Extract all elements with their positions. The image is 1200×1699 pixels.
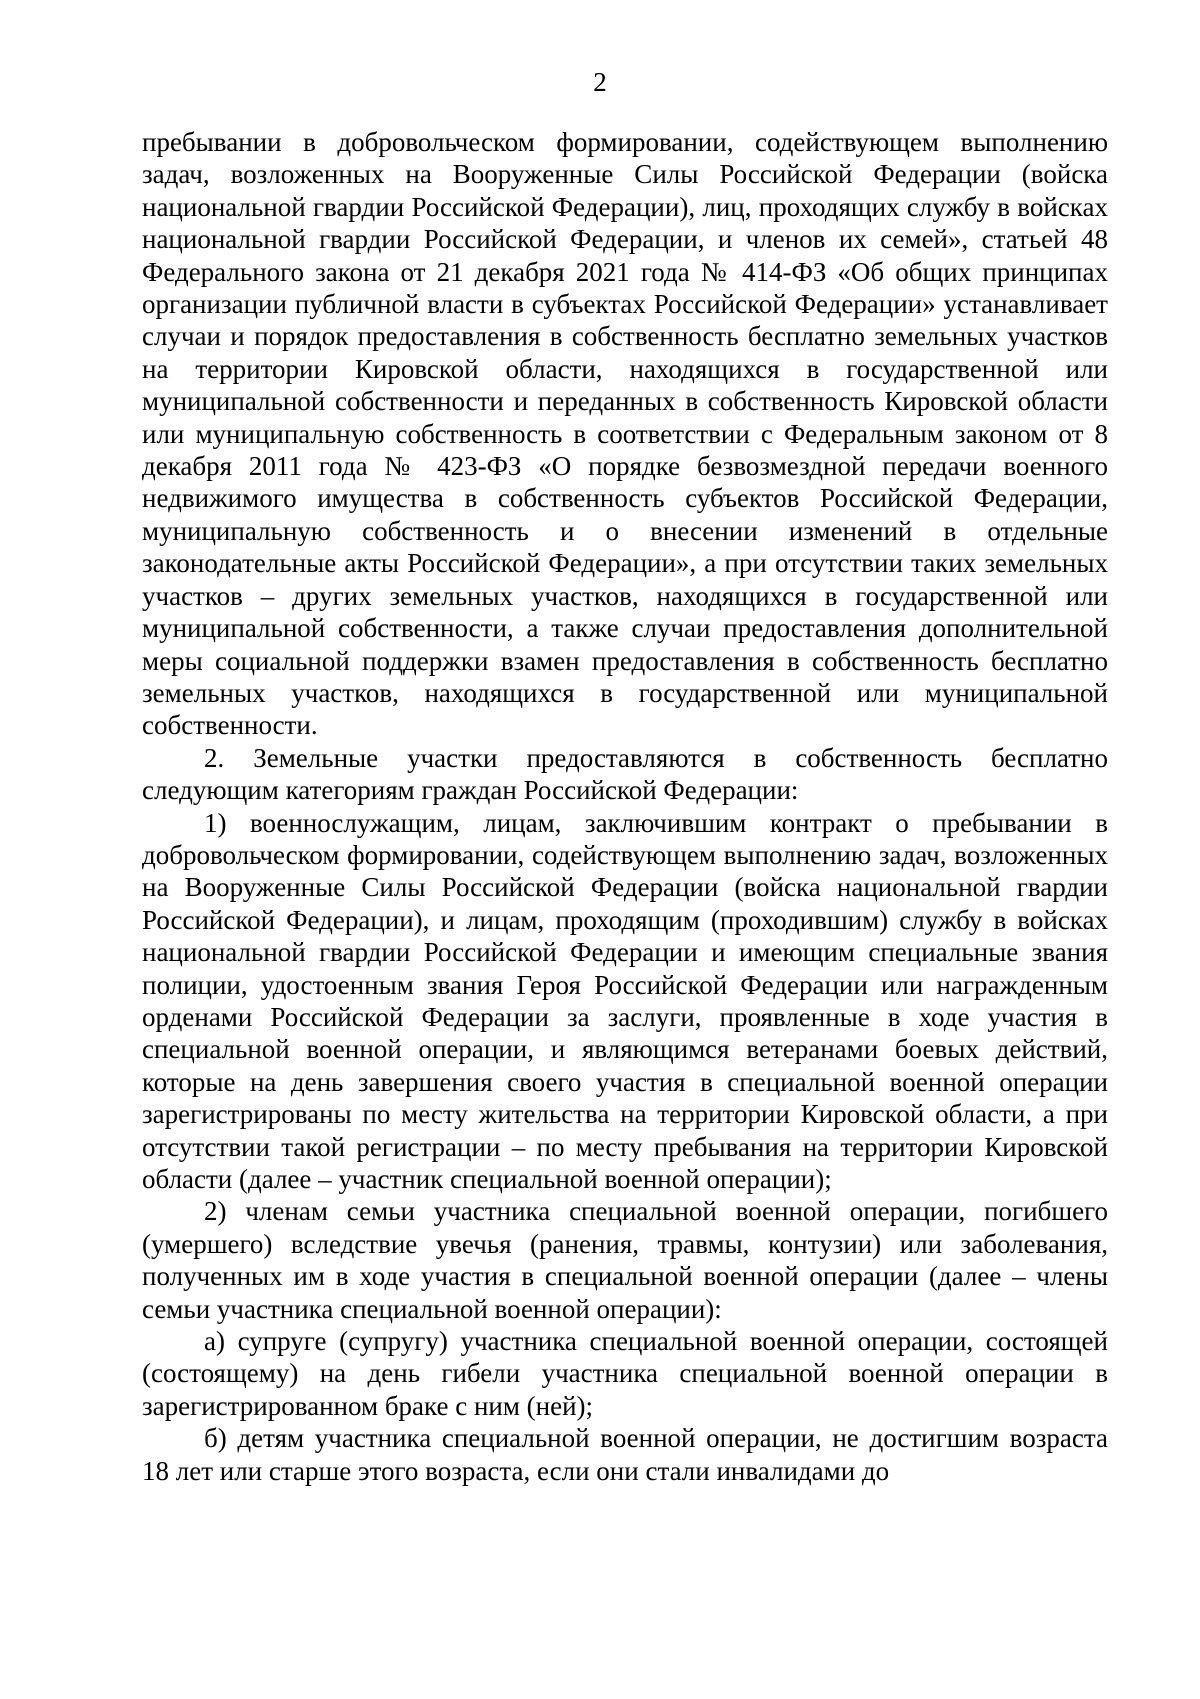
paragraph-continuation: пребывании в добровольческом формировании, содействующем выполнению задач, возложенных на Вооруженные Силы Российской Федерации (войска национальной гвардии Российской Федерации), лиц, проходящих службу в войсках национальной гвардии Российской Федерации, и членов их семей», статьей 48 Федерального закона от 21 декабря 2021 года № 414-ФЗ «Об общих принципах организации публичной власти в субъектах Российской Федерации» устанавливает случаи и порядок предоставления в собственность бесплатно земельных участков на территории Кировской области, находящихся в государственной или муниципальной собственности и переданных в собственность Кировской области или муниципальную собственность в соответствии с Федеральным законом от 8 декабря 2011 года № 423-ФЗ «О порядке безвозмездной передачи военного недвижимого имущества в собственность субъектов Российской Федерации, муниципальную собственность и о внесении изменений в отдельные законодательные акты Российской Федерации», а при отсутствии таких земельных участков – других земельных участков, находящихся в государственной или муниципальной собственности, а также случаи предоставления дополнительной меры социальной поддержки взамен предоставления в собственность бесплатно земельных участков, находящихся в государственной или муниципальной собственности. (142, 127, 1108, 741)
paragraph-clause-2: 2. Земельные участки предоставляются в собственность бесплатно следующим категориям граждан Российской Федерации: (142, 742, 1108, 806)
paragraph-item-1: 1) военнослужащим, лицам, заключившим контракт о пребывании в добровольческом формировании, содействующем выполнению задач, возложенных на Вооруженные Силы Российской Федерации (войска национальной гвардии Российской Федерации), и лицам, проходящим (проходившим) службу в войсках национальной гвардии Российской Федерации и имеющим специальные звания полиции, удостоенным звания Героя Российской Федерации или награжденным орденами Российской Федерации за заслуги, проявленные в ходе участия в специальной военной операции, и являющимся ветеранами боевых действий, которые на день завершения своего участия в специальной военной операции зарегистрированы по месту жительства на территории Кировской области, а при отсутствии такой регистрации – по месту пребывания на территории Кировской области (далее – участник специальной военной операции); (142, 807, 1108, 1194)
paragraph-subitem-a: а) супруге (супругу) участника специальной военной операции, состоящей (состоящему) на день гибели участника специальной военной операции в зарегистрированном браке с ним (ней); (142, 1326, 1108, 1421)
document-body (142, 126, 1108, 1487)
paragraph-subitem-b: б) детям участника специальной военной операции, не достигшим возраста 18 лет или старше этого возраста, если они стали инвалидами до (142, 1423, 1108, 1486)
paragraph-item-2: 2) членам семьи участника специальной военной операции, погибшего (умершего) вследствие увечья (ранения, травмы, контузии) или заболевания, полученных им в ходе участия в специальной военной операции (далее – члены семьи участника специальной военной операции): (142, 1196, 1108, 1324)
page-number: 2 (593, 67, 607, 97)
